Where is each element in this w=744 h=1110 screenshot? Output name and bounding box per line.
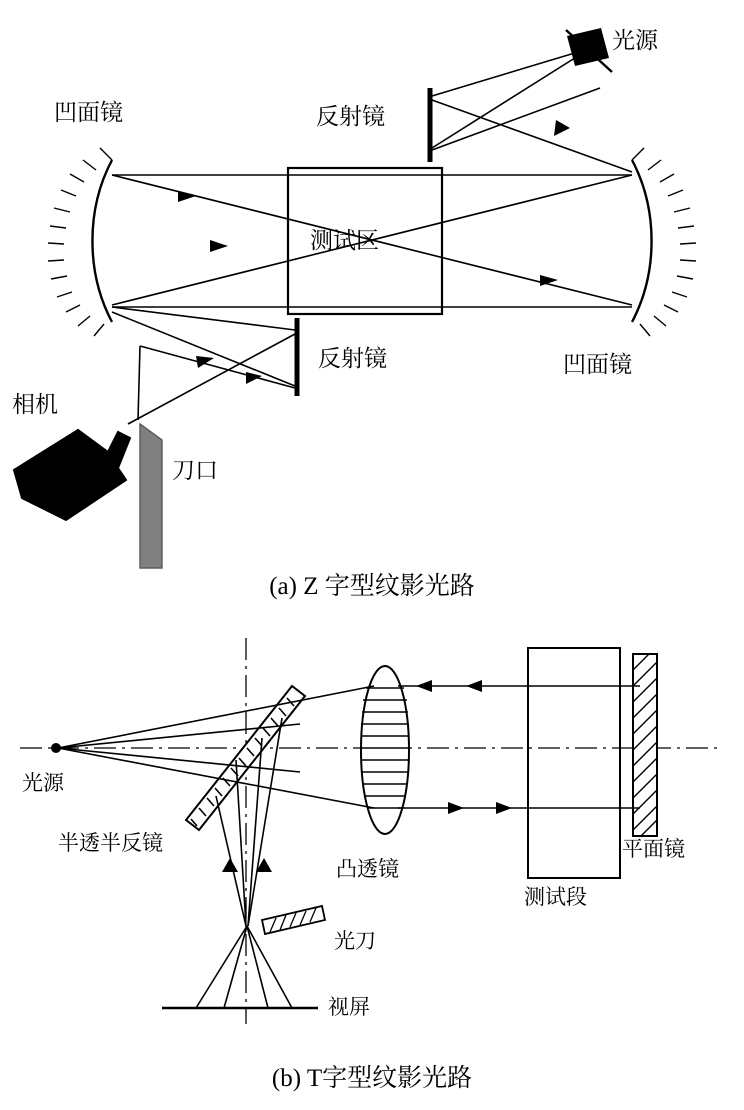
label-test-section-b: 测试段 [524, 886, 587, 909]
ray-focus-to-screen-inner-right [247, 926, 268, 1008]
ray-source-to-reflector-1 [432, 52, 578, 96]
concave-mirror-left-arc [92, 160, 112, 322]
label-concave-mirror-right: 凹面镜 [563, 351, 632, 377]
ray-to-bottom-reflector-1 [112, 307, 295, 330]
label-plane-mirror: 平面镜 [622, 838, 685, 861]
concave-mirror-right-arc [632, 160, 652, 322]
ray-to-knife [138, 346, 140, 420]
label-concave-mirror-left: 凹面镜 [54, 99, 123, 125]
ray-bottom-reflector-to-camera-1 [128, 334, 295, 424]
light-source-body [567, 28, 609, 66]
caption-panel-b: (b) T字型纹影光路 [271, 1065, 473, 1092]
arrow-parallel-bottom-1 [448, 802, 464, 814]
arrow-parallel-bottom-2 [496, 802, 512, 814]
arrow-ray-4 [210, 240, 228, 252]
ray-focus-to-screen-left [196, 926, 247, 1008]
label-convex-lens: 凸透镜 [336, 858, 399, 881]
arrow-ray-5 [196, 356, 214, 368]
light-knife [262, 906, 325, 934]
ray-focus-to-screen-inner-left [224, 926, 247, 1008]
ray-focus-to-screen-right [247, 926, 292, 1008]
knife-edge-bar [140, 424, 162, 568]
ray-source-inner-bottom [58, 748, 300, 772]
label-knife-edge: 刀口 [172, 457, 218, 483]
camera-body [14, 430, 130, 520]
ray-bottom-reflector-to-camera-2 [140, 346, 295, 388]
label-camera: 相机 [12, 391, 58, 417]
label-light-source: 光源 [612, 27, 658, 53]
ray-reflector-to-right-mirror-1 [432, 100, 632, 172]
beam-splitter [186, 686, 305, 830]
label-reflector-bottom: 反射镜 [318, 345, 387, 371]
label-light-knife: 光刀 [334, 930, 376, 953]
label-test-section: 测试区 [310, 227, 379, 253]
test-section-box-b [528, 648, 620, 878]
panel-t-type [0, 620, 744, 1110]
arrow-ray-3 [554, 120, 570, 136]
label-viewing-screen: 视屏 [328, 996, 370, 1019]
arrow-parallel-top-mid [466, 680, 482, 692]
caption-panel-a: (a) Z 字型纹影光路 [269, 573, 475, 600]
ray-source-lens-top [58, 686, 374, 748]
arrow-ray-1 [178, 191, 196, 202]
ray-reflector-to-right-mirror-2 [432, 88, 600, 150]
arrow-down-1 [222, 858, 238, 872]
label-reflector-top: 反射镜 [316, 103, 385, 129]
label-beam-splitter: 半透半反镜 [58, 832, 163, 855]
arrow-parallel-top-left [416, 680, 432, 692]
label-light-source-b: 光源 [22, 772, 64, 795]
